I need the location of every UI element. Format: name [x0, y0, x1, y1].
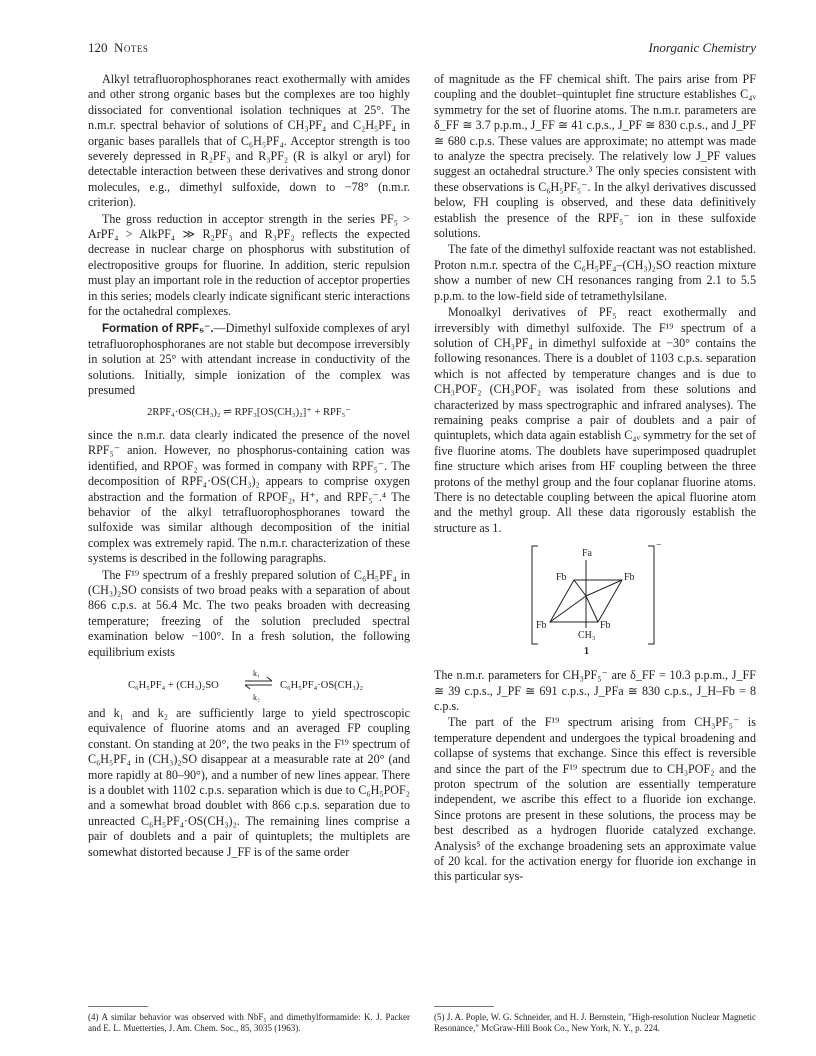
paragraph: The F¹⁹ spectrum of a freshly prepared solution of C₆H₅PF₄ in (CH₃)₂SO consists of two broad peaks with a separation of about 866 c.p.s. at 56.4 Mc. The two peaks broaden with decreasing temperature; freezing of the solution precluded spectral examination below −100°. In a fresh solution, the following equilibrium exists: [88, 567, 410, 659]
rate-constant-k1: k₁: [253, 669, 260, 679]
footnote-5: (5) J. A. Pople, W. G. Schneider, and H. J. Bernstein, "High-resolution Nuclear Magnetic Resonance," McGraw-Hill Book Co., New York, N. Y., p. 224.: [434, 1012, 756, 1033]
paragraph-text: —Dimethyl sulfoxide complexes of aryl tetrafluorophosphoranes are not stable but decompose irreversibly in solution at 25° with attendant increase in conductivity of the solutions. Initially, simple ionization of the complex was presumed: [88, 320, 410, 398]
left-column: [88, 72, 410, 861]
basal-fluorine-label: Fb: [556, 572, 567, 584]
paragraph: The gross reduction in acceptor strength in the series PF₅ > ArPF₄ > AlkPF₄ ≫ R₂PF₃ and R₃PF₂ reflects the expected decrease in nuclear charge on phosphorus with substitution of electropositive groups for fluorine. In addition, steric repulsion must play an important role in the reduction of acceptor properties in this series; models clearly indicate significant steric interactions for the octahedral complexes.: [88, 211, 410, 319]
structure-1-diagram: [434, 542, 756, 660]
paragraph: Alkyl tetrafluorophosphoranes react exothermally with amides and other strong organic bases but the complexes are too highly dissociated for conventional isolation techniques at 25°. The n.m.r. spectral behavior of solutions of CH₃PF₄ and C₂H₅PF₄ in organic bases parallels that of C₆H₅PF₄. Acceptor strength is too severely depressed in R₂PF₃ and R₃PF₂ (R is alkyl or aryl) for detectable interaction between these derivatives and strong donor molecules, e.g., dimethyl sulfoxide, down to −78° (n.m.r. criterion).: [88, 72, 410, 210]
basal-fluorine-label: Fb: [600, 620, 611, 632]
footnote-rule: [434, 1006, 494, 1007]
page-header: [88, 40, 756, 58]
equation-2-left: C₆H₅PF₄ + (CH₃)₂SO: [128, 680, 219, 692]
rate-constant-k2: k₂: [253, 693, 260, 703]
charge-label: −: [656, 540, 662, 552]
apical-fluorine-label: Fa: [582, 548, 592, 560]
section-name: Notes: [114, 40, 149, 55]
paragraph: The part of the F¹⁹ spectrum arising from CH₃PF₅⁻ is temperature dependent and undergoes the typical broadening and collapse of systems that exchange. Since this effect is reversible and since the part of the F¹⁹ spectrum due to CH₃POF₂ and the proton spectrum of the solution are essentially temperature independent, we ascribe this effect to a fluoride ion exchange. Since protons are present in these solutions, the process may be best described as a hydrogen fluoride catalyzed exchange. Analysis⁵ of the exchange broadening sets an approximate value of 20 kcal. for the activation energy for fluoride ion exchange in this particular sys-: [434, 715, 756, 884]
basal-fluorine-label: Fb: [624, 572, 635, 584]
section-heading: Formation of RPF₅⁻.: [102, 322, 214, 335]
methyl-label: CH₃: [578, 630, 596, 642]
journal-name: Inorganic Chemistry: [648, 40, 756, 55]
paragraph: and k₁ and k₂ are sufficiently large to yield spectroscopic equivalence of fluorine atoms and an averaged FP coupling constant. On standing at 20°, the two peaks in the F¹⁹ spectrum of C₆H₅PF₄ in (CH₃)₂SO disappear at a measurable rate at 20° (and more rapidly at 80–90°), and a number of new lines appear. There is a doublet with 1102 c.p.s. separation which is due to C₆H₅POF₂ and a somewhat broad doublet with 866 c.p.s. separation due to unreacted C₆H₅PF₄·OS(CH₃)₂. The remaining lines comprise a pair of doublets and a pair of quintuplets; the multiplets are somewhat distorted because J_FF is of the same order: [88, 706, 410, 859]
paragraph: Monoalkyl derivatives of PF₅ react exothermally and irreversibly with dimethyl sulfoxide. The F¹⁹ spectrum of a solution of CH₃PF₄ in dimethyl sulfoxide at −30° contains the following resonances. There is a doublet of 1103 c.p.s. separation which is not affected by temperature changes and is due to CH₃POF₂ (CH₃POF₂ was isolated from these solutions and characterized by mass spectrographic and infrared analyses). The remaining peaks comprise a pair of doublets and a pair of quintuplets, which data again establish C₄ᵥ symmetry for the set of five fluorine atoms. The doublets have superimposed quadruplet fine structure which arises from HF coupling between the three protons of the methyl group and the four coplanar fluorine atoms. There is no detectable coupling between the apical fluorine atom and the methyl group. All these data rigorously establish the structure as 1.: [434, 305, 756, 535]
paragraph: The n.m.r. parameters for CH₃PF₅⁻ are δ_FF = 10.3 p.p.m., J_FF ≅ 39 c.p.s., J_PF ≅ 691 c.p.s., J_PFa ≅ 830 c.p.s., J_H–Fb = 8 c.p.s.: [434, 668, 756, 713]
structure-number: 1: [584, 646, 589, 658]
right-column: [434, 72, 756, 886]
equation-2-right: C₆H₅PF₄·OS(CH₃)₂: [280, 680, 364, 692]
equation-2: [88, 666, 410, 703]
footnote-4: (4) A similar behavior was observed with NbF₅ and dimethylformamide: K. J. Packer and E. L. Muetterties, J. Am. Chem. Soc., 85, 3035 (1963).: [88, 1012, 410, 1033]
equation-1: 2RPF₄·OS(CH₃)₂ ⇌ RPF₃[OS(CH₃)₂]⁺ + RPF₅⁻: [147, 406, 351, 418]
footnote-rule: [88, 1006, 148, 1007]
page-number-text: 120: [88, 40, 108, 55]
paragraph: [88, 321, 410, 399]
paragraph: of magnitude as the FF chemical shift. The pairs arise from PF coupling and the doublet–quintuplet fine structure establishes C₄ᵥ symmetry for the set of fluorine atoms. The n.m.r. parameters are δ_FF ≅ 3.7 p.p.m., J_FF ≅ 41 c.p.s., J_PF ≅ 830 c.p.s., and J_PF ≅ 680 c.p.s. These values are approximate; no attempt was made to analyze the spectra precisely. The relatively low J_PF values suggest an octahedral structure.³ The only species consistent with these observations is C₆H₅PF₅⁻. In the alkyl derivatives discussed below, FH coupling is observed, and these data definitively establish the presence of the RPF₅⁻ ion in these sulfoxide solutions.: [434, 72, 756, 241]
page-number: [88, 40, 148, 56]
basal-fluorine-label: Fb: [536, 620, 547, 632]
paragraph: The fate of the dimethyl sulfoxide reactant was not established. Proton n.m.r. spectra of the C₆H₅PF₄–(CH₃)₂SO reaction mixture show a number of new CH resonances ranging from 2.1 to 5.5 p.p.m. to the low-field side of tetramethylsilane.: [434, 242, 756, 303]
paragraph: since the n.m.r. data clearly indicated the presence of the novel RPF₅⁻ anion. However, no phosphorus-containing cation was identified, and RPOF₂ was formed in company with RPF₅⁻. The decomposition of RPF₄·OS(CH₃)₂ appears to comprise oxygen abstraction and the formation of RPOF₂, H⁺, and RPF₅⁻.⁴ The behavior of the alkyl tetrafluorophosphoranes toward the sulfoxide was similar although decomposition of the initial complex was extremely rapid. The n.m.r. characterization of these systems is described in the following paragraphs.: [88, 427, 410, 566]
